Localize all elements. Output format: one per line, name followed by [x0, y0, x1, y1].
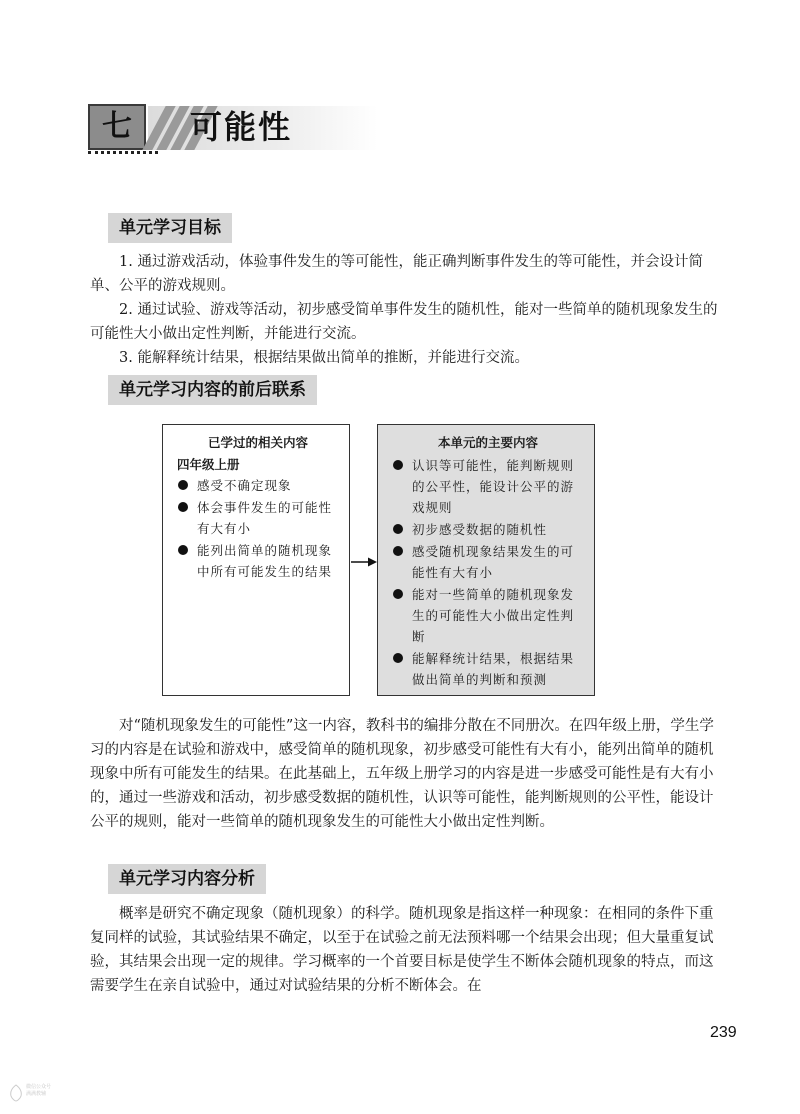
page-number: 239: [710, 1024, 737, 1041]
list-item: 能解释统计结果，根据结果做出简单的判断和预测: [392, 648, 584, 690]
chapter-header: [88, 104, 378, 152]
bullet-icon: [393, 460, 403, 470]
watermark-line-1: 微信公众号: [26, 1084, 52, 1090]
arrow-right-icon: [351, 556, 377, 568]
bullet-icon: [178, 545, 188, 555]
bullet-icon: [393, 589, 403, 599]
unit-content-title: 本单元的主要内容: [437, 435, 538, 450]
analysis-paragraph: 概率是研究不确定现象（随机现象）的科学。随机现象是指这样一种现象：在相同的条件下重复同样的试验，其试验结果不确定，以至于在试验之前无法预料哪一个结果会出现；但大量重复试验，其结果会出现一定的规律。学习概率的一个首要目标是使学生不断体会随机现象的特点，而这需要学生在亲自试验中，通过对试验结果的分析不断体会。在: [90, 906, 714, 994]
unit-content-box: [377, 424, 595, 696]
chapter-title: 可能性: [190, 108, 293, 146]
chapter-number: 七: [88, 104, 146, 150]
dotted-underline: [88, 151, 158, 154]
prior-knowledge-title: 已学过的相关内容: [207, 435, 308, 450]
bullet-icon: [393, 546, 403, 556]
bullet-icon: [178, 480, 188, 490]
section-heading-analysis: 单元学习内容分析: [108, 864, 266, 894]
bullet-icon: [393, 524, 403, 534]
list-item: 认识等可能性，能判断规则的公平性，能设计公平的游戏规则: [392, 455, 584, 518]
connections-paragraph: 对“随机现象发生的可能性”这一内容，教科书的编排分散在不同册次。在四年级上册，学生学习的内容是在试验和游戏中，感受简单的随机现象，初步感受可能性有大有小，能列出简单的随机现象中所有可能发生的结果。在此基础上，五年级上册学习的内容是进一步感受可能性是有大有小的，通过一些游戏和活动，初步感受数据的随机性，认识等可能性，能判断规则的公平性，能设计公平的规则，能对一些简单的随机现象发生的可能性大小做出定性判断。: [90, 718, 714, 830]
prior-knowledge-box: [162, 424, 350, 696]
bullet-icon: [393, 653, 403, 663]
list-item: 能列出简单的随机现象中所有可能发生的结果: [177, 540, 339, 582]
watermark-logo-icon: [8, 1084, 24, 1102]
list-item: 体会事件发生的可能性有大有小: [177, 497, 339, 539]
watermark: [8, 1082, 64, 1108]
watermark-line-2: 满满教辅: [26, 1091, 47, 1097]
objective-item-3: 3. 能解释统计结果，根据结果做出简单的推断，并能进行交流。: [119, 350, 529, 366]
section-heading-connections: 单元学习内容的前后联系: [108, 375, 317, 405]
objective-item-1: 1. 通过游戏活动，体验事件发生的等可能性，能正确判断事件发生的等可能性，并会设计简单、公平的游戏规则。: [90, 254, 703, 294]
bullet-icon: [178, 502, 188, 512]
list-item: 感受随机现象结果发生的可能性有大有小: [392, 541, 584, 583]
list-item: 初步感受数据的随机性: [392, 519, 584, 540]
list-item: 感受不确定现象: [177, 475, 339, 496]
section-heading-objectives: 单元学习目标: [108, 213, 232, 243]
list-item: 能对一些简单的随机现象发生的可能性大小做出定性判断: [392, 584, 584, 647]
objective-item-2: 2. 通过试验、游戏等活动，初步感受简单事件发生的随机性，能对一些简单的随机现象发生的可能性大小做出定性判断，并能进行交流。: [90, 302, 718, 342]
prior-knowledge-grade: 四年级上册: [177, 457, 240, 472]
